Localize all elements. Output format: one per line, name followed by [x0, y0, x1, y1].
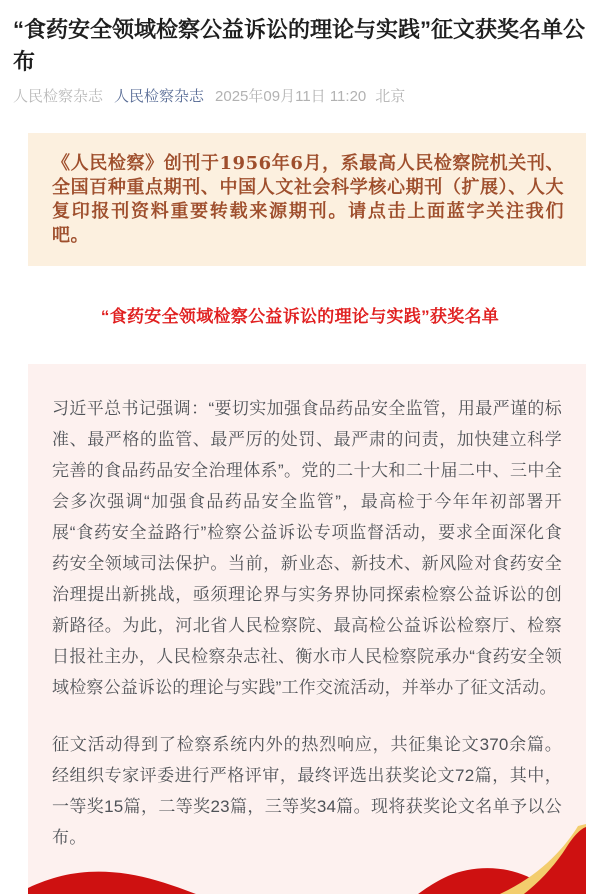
journal-intro-text: 《人民检察》创刊于1956年6月，系最高人民检察院机关刊、全国百种重点期刊、中国人文社会科学核心期刊（扩展）、人大复印报刊资料重要转载来源期刊。请点击上面蓝字关注我们吧。	[52, 152, 564, 246]
announcement-paragraph-2: 征文活动得到了检察系统内外的热烈响应，共征集论文370余篇。经组织专家评委进行严格评审，最终评选出获奖论文72篇，其中，一等奖15篇，二等奖23篇，三等奖34篇。现将获奖论文名单予以公布。	[52, 734, 562, 847]
publish-location: 北京	[375, 87, 406, 105]
byline	[13, 87, 587, 107]
account-name-link[interactable]: 人民检察杂志	[114, 87, 205, 105]
decorative-wave-graphic	[28, 824, 586, 894]
article-title: “食药安全领域检察公益诉讼的理论与实践”征文获奖名单公布	[13, 17, 586, 74]
journal-intro-box	[28, 133, 586, 266]
award-list-heading: “食药安全领域检察公益诉讼的理论与实践”获奖名单	[100, 306, 500, 326]
announcement-body-box	[28, 364, 586, 894]
announcement-paragraph-1: 习近平总书记强调：“要切实加强食品药品安全监管，用最严谨的标准、最严格的监管、最严厉的处罚、最严肃的问责，加快建立科学完善的食品药品安全治理体系”。党的二十大和二十届二中、三中全会多次强调“加强食品药品安全监管”，最高检于今年年初部署开展“食药安全益路行”检察公益诉讼专项监督活动，要求全面深化食药安全领域司法保护。当前，新业态、新技术、新风险对食药安全治理提出新挑战，亟须理论界与实务界协同探索检察公益诉讼的创新路径。为此，河北省人民检察院、最高检公益诉讼检察厅、检察日报社主办，人民检察杂志社、衡水市人民检察院承办“食药安全领域检察公益诉讼的理论与实践”工作交流活动，并举办了征文活动。	[52, 398, 562, 697]
publish-datetime: 2025年09月11日 11:20	[215, 87, 367, 105]
wave-red-back	[28, 868, 586, 894]
author-name: 人民检察杂志	[13, 87, 104, 105]
